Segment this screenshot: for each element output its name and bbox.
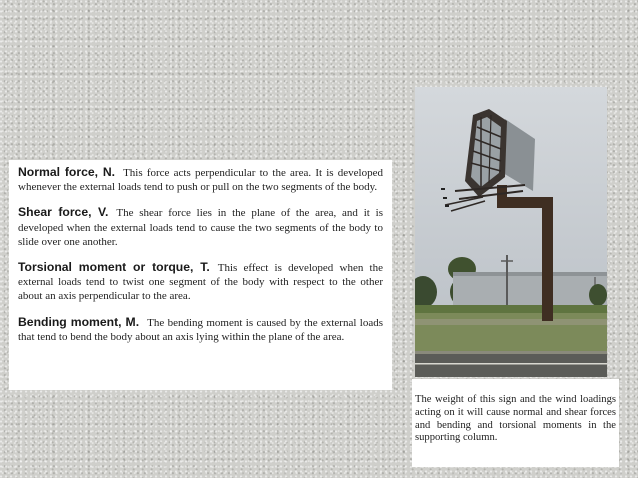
definition-torsional-moment: [18, 260, 383, 304]
definition-text: This force acts perpendicular to the area. It is developed whenever the external loads tend to push or pull on the two segments of the body.: [18, 167, 383, 194]
sign-photo: [415, 87, 607, 377]
figure-caption: The weight of this sign and the wind loadings acting on it will cause normal and shear forces and bending and torsional moments in the supporting column.: [415, 394, 616, 444]
definition-shear-force: [18, 205, 383, 249]
definition-text: The bending moment is caused by the external loads that tend to bend the body about an axis lying within the plane of the area.: [18, 316, 384, 343]
term-shear-force: Shear force, V.: [18, 205, 109, 220]
term-torsional-moment: Torsional moment or torque, T.: [18, 260, 210, 275]
figure-caption-panel: [412, 379, 619, 467]
definition-normal-force: [18, 165, 383, 194]
definition-bending-moment: [18, 315, 383, 344]
term-normal-force: Normal force, N.: [18, 165, 116, 179]
term-bending-moment: Bending moment, M.: [18, 314, 140, 329]
definitions-panel: [9, 160, 392, 390]
definition-text: The shear force lies in the plane of the area, and it is developed when the external loads tend to cause the two segments of the body to slide over one another.: [18, 207, 383, 248]
definition-text: This effect is developed when the external loads tend to twist one segment of the body with respect to the other about an axis perpendicular to the area.: [18, 262, 383, 303]
